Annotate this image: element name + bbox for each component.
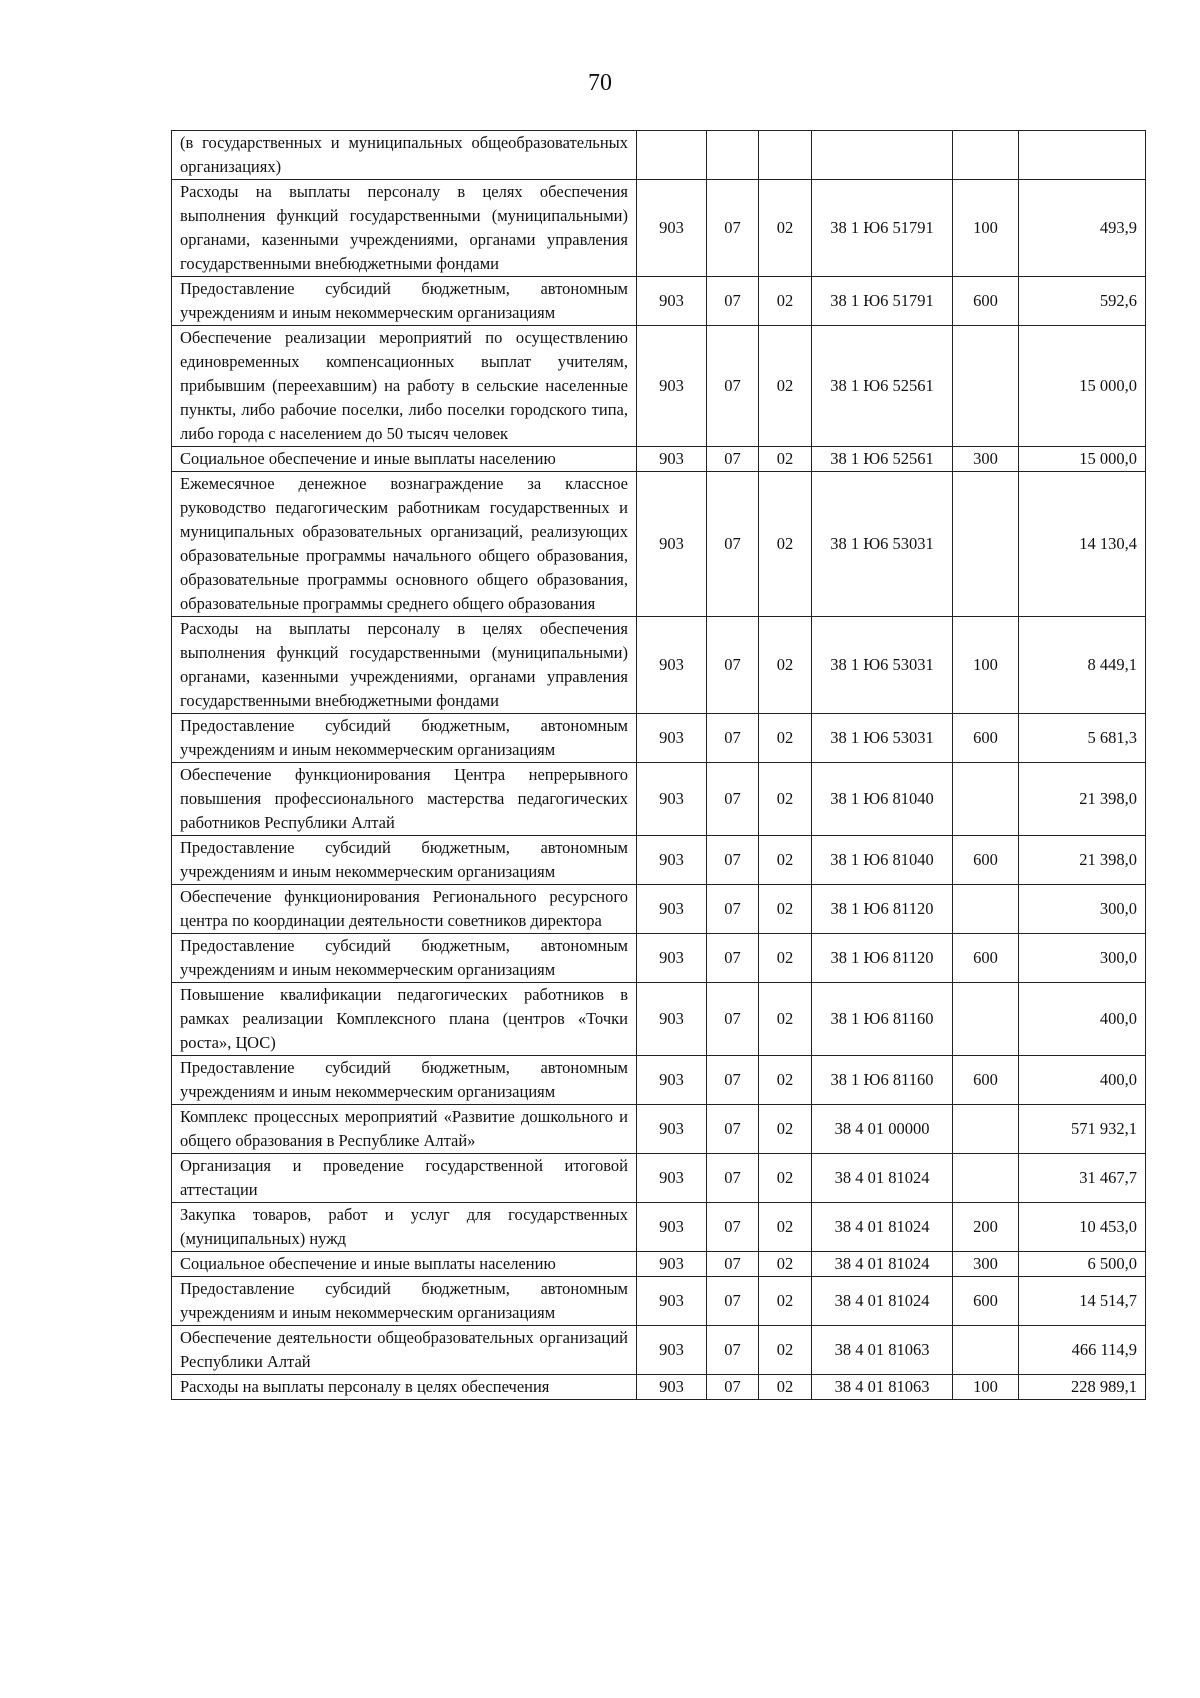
target-item-code-cell: 38 4 01 81063	[812, 1375, 953, 1400]
expense-type-code-cell	[953, 983, 1019, 1056]
ved-code-cell: 903	[637, 1375, 707, 1400]
table-row	[172, 983, 1146, 1056]
page-number: 70	[588, 70, 612, 96]
subsection-code-cell: 02	[759, 447, 812, 472]
section-code-cell: 07	[707, 983, 759, 1056]
target-item-code-cell: 38 1 Ю6 52561	[812, 447, 953, 472]
section-code-cell: 07	[707, 1154, 759, 1203]
row-name-cell: Социальное обеспечение и иные выплаты населению	[172, 1252, 637, 1277]
row-name-cell: Предоставление субсидий бюджетным, автономным учреждениям и иным некоммерческим организациям	[172, 1056, 637, 1105]
target-item-code-cell: 38 1 Ю6 51791	[812, 277, 953, 326]
section-code-cell	[707, 131, 759, 180]
expense-type-code-cell	[953, 326, 1019, 447]
target-item-code-cell: 38 1 Ю6 81120	[812, 934, 953, 983]
section-code-cell: 07	[707, 180, 759, 277]
subsection-code-cell: 02	[759, 326, 812, 447]
amount-cell: 571 932,1	[1019, 1105, 1146, 1154]
subsection-code-cell: 02	[759, 277, 812, 326]
ved-code-cell: 903	[637, 1154, 707, 1203]
row-name-cell: Организация и проведение государственной итоговой аттестации	[172, 1154, 637, 1203]
expense-type-code-cell	[953, 885, 1019, 934]
expense-type-code-cell	[953, 1105, 1019, 1154]
expense-type-code-cell	[953, 131, 1019, 180]
subsection-code-cell: 02	[759, 934, 812, 983]
expense-type-code-cell	[953, 1154, 1019, 1203]
row-name-cell: Расходы на выплаты персоналу в целях обеспечения выполнения функций государственными (муниципальными) органами, казенными учреждениями, органами управления государственными внебюджетными фондами	[172, 180, 637, 277]
table-row	[172, 447, 1146, 472]
amount-cell: 14 514,7	[1019, 1277, 1146, 1326]
section-code-cell: 07	[707, 836, 759, 885]
ved-code-cell: 903	[637, 472, 707, 617]
table-row	[172, 714, 1146, 763]
section-code-cell: 07	[707, 1105, 759, 1154]
row-name-cell: Расходы на выплаты персоналу в целях обеспечения	[172, 1375, 637, 1400]
section-code-cell: 07	[707, 326, 759, 447]
table-row	[172, 1056, 1146, 1105]
target-item-code-cell: 38 1 Ю6 53031	[812, 472, 953, 617]
amount-cell: 6 500,0	[1019, 1252, 1146, 1277]
amount-cell: 300,0	[1019, 885, 1146, 934]
table-row	[172, 934, 1146, 983]
target-item-code-cell: 38 1 Ю6 81160	[812, 983, 953, 1056]
subsection-code-cell: 02	[759, 1252, 812, 1277]
amount-cell: 228 989,1	[1019, 1375, 1146, 1400]
subsection-code-cell: 02	[759, 1154, 812, 1203]
ved-code-cell: 903	[637, 1277, 707, 1326]
table-row	[172, 1277, 1146, 1326]
target-item-code-cell: 38 1 Ю6 53031	[812, 714, 953, 763]
table-row	[172, 1203, 1146, 1252]
row-name-cell: (в государственных и муниципальных общеобразовательных организациях)	[172, 131, 637, 180]
row-name-cell: Предоставление субсидий бюджетным, автономным учреждениям и иным некоммерческим организациям	[172, 836, 637, 885]
section-code-cell: 07	[707, 617, 759, 714]
row-name-cell: Повышение квалификации педагогических работников в рамках реализации Комплексного плана (центров «Точки роста», ЦОС)	[172, 983, 637, 1056]
table-row	[172, 1252, 1146, 1277]
row-name-cell: Предоставление субсидий бюджетным, автономным учреждениям и иным некоммерческим организациям	[172, 277, 637, 326]
amount-cell: 5 681,3	[1019, 714, 1146, 763]
subsection-code-cell: 02	[759, 714, 812, 763]
amount-cell: 15 000,0	[1019, 447, 1146, 472]
amount-cell: 15 000,0	[1019, 326, 1146, 447]
ved-code-cell: 903	[637, 885, 707, 934]
amount-cell: 31 467,7	[1019, 1154, 1146, 1203]
table-row	[172, 885, 1146, 934]
target-item-code-cell: 38 4 01 81024	[812, 1203, 953, 1252]
row-name-cell: Закупка товаров, работ и услуг для государственных (муниципальных) нужд	[172, 1203, 637, 1252]
section-code-cell: 07	[707, 763, 759, 836]
expense-type-code-cell: 600	[953, 836, 1019, 885]
section-code-cell: 07	[707, 1326, 759, 1375]
table-row	[172, 131, 1146, 180]
subsection-code-cell: 02	[759, 983, 812, 1056]
expense-type-code-cell: 300	[953, 447, 1019, 472]
section-code-cell: 07	[707, 1277, 759, 1326]
amount-cell: 400,0	[1019, 983, 1146, 1056]
target-item-code-cell: 38 4 01 81063	[812, 1326, 953, 1375]
row-name-cell: Обеспечение реализации мероприятий по осуществлению единовременных компенсационных выплат учителям, прибывшим (переехавшим) на работу в сельские населенные пункты, либо рабочие поселки, либо поселки городского типа, либо города с населением до 50 тысяч человек	[172, 326, 637, 447]
ved-code-cell: 903	[637, 1203, 707, 1252]
row-name-cell: Социальное обеспечение и иные выплаты населению	[172, 447, 637, 472]
row-name-cell: Предоставление субсидий бюджетным, автономным учреждениям и иным некоммерческим организациям	[172, 934, 637, 983]
subsection-code-cell: 02	[759, 836, 812, 885]
section-code-cell: 07	[707, 1056, 759, 1105]
table-row	[172, 1326, 1146, 1375]
expense-type-code-cell: 300	[953, 1252, 1019, 1277]
table-row	[172, 763, 1146, 836]
expense-type-code-cell	[953, 1326, 1019, 1375]
section-code-cell: 07	[707, 934, 759, 983]
subsection-code-cell: 02	[759, 1056, 812, 1105]
row-name-cell: Комплекс процессных мероприятий «Развитие дошкольного и общего образования в Республике Алтай»	[172, 1105, 637, 1154]
subsection-code-cell	[759, 131, 812, 180]
expense-type-code-cell	[953, 472, 1019, 617]
row-name-cell: Ежемесячное денежное вознаграждение за классное руководство педагогическим работникам государственных и муниципальных образовательных организаций, реализующих образовательные программы начального общего образования, образовательные программы основного общего образования, образовательные программы среднего общего образования	[172, 472, 637, 617]
target-item-code-cell: 38 1 Ю6 81160	[812, 1056, 953, 1105]
expense-type-code-cell: 200	[953, 1203, 1019, 1252]
budget-table-body	[172, 131, 1146, 1400]
ved-code-cell: 903	[637, 617, 707, 714]
expense-type-code-cell: 600	[953, 1056, 1019, 1105]
ved-code-cell: 903	[637, 714, 707, 763]
expense-type-code-cell: 600	[953, 934, 1019, 983]
row-name-cell: Расходы на выплаты персоналу в целях обеспечения выполнения функций государственными (муниципальными) органами, казенными учреждениями, органами управления государственными внебюджетными фондами	[172, 617, 637, 714]
expense-type-code-cell: 100	[953, 617, 1019, 714]
target-item-code-cell: 38 4 01 81024	[812, 1154, 953, 1203]
subsection-code-cell: 02	[759, 1105, 812, 1154]
table-row	[172, 1375, 1146, 1400]
target-item-code-cell: 38 1 Ю6 53031	[812, 617, 953, 714]
amount-cell: 8 449,1	[1019, 617, 1146, 714]
section-code-cell: 07	[707, 1203, 759, 1252]
ved-code-cell	[637, 131, 707, 180]
row-name-cell: Обеспечение функционирования Центра непрерывного повышения профессионального мастерства педагогических работников Республики Алтай	[172, 763, 637, 836]
amount-cell: 493,9	[1019, 180, 1146, 277]
expense-type-code-cell: 600	[953, 277, 1019, 326]
expense-type-code-cell: 100	[953, 1375, 1019, 1400]
table-row	[172, 836, 1146, 885]
target-item-code-cell: 38 1 Ю6 81040	[812, 763, 953, 836]
ved-code-cell: 903	[637, 1105, 707, 1154]
subsection-code-cell: 02	[759, 472, 812, 617]
target-item-code-cell: 38 1 Ю6 52561	[812, 326, 953, 447]
section-code-cell: 07	[707, 447, 759, 472]
table-row	[172, 1105, 1146, 1154]
ved-code-cell: 903	[637, 447, 707, 472]
subsection-code-cell: 02	[759, 1277, 812, 1326]
amount-cell: 21 398,0	[1019, 763, 1146, 836]
target-item-code-cell: 38 4 01 81024	[812, 1277, 953, 1326]
target-item-code-cell	[812, 131, 953, 180]
row-name-cell: Предоставление субсидий бюджетным, автономным учреждениям и иным некоммерческим организациям	[172, 1277, 637, 1326]
amount-cell: 466 114,9	[1019, 1326, 1146, 1375]
ved-code-cell: 903	[637, 763, 707, 836]
table-row	[172, 277, 1146, 326]
ved-code-cell: 903	[637, 983, 707, 1056]
target-item-code-cell: 38 4 01 81024	[812, 1252, 953, 1277]
target-item-code-cell: 38 1 Ю6 81120	[812, 885, 953, 934]
subsection-code-cell: 02	[759, 885, 812, 934]
amount-cell: 10 453,0	[1019, 1203, 1146, 1252]
row-name-cell: Обеспечение деятельности общеобразовательных организаций Республики Алтай	[172, 1326, 637, 1375]
budget-table	[171, 130, 1146, 1400]
ved-code-cell: 903	[637, 1056, 707, 1105]
amount-cell: 21 398,0	[1019, 836, 1146, 885]
table-row	[172, 1154, 1146, 1203]
ved-code-cell: 903	[637, 277, 707, 326]
subsection-code-cell: 02	[759, 763, 812, 836]
target-item-code-cell: 38 1 Ю6 51791	[812, 180, 953, 277]
subsection-code-cell: 02	[759, 180, 812, 277]
ved-code-cell: 903	[637, 1326, 707, 1375]
ved-code-cell: 903	[637, 326, 707, 447]
ved-code-cell: 903	[637, 934, 707, 983]
expense-type-code-cell: 600	[953, 714, 1019, 763]
row-name-cell: Обеспечение функционирования Регионального ресурсного центра по координации деятельности советников директора	[172, 885, 637, 934]
expense-type-code-cell: 100	[953, 180, 1019, 277]
amount-cell: 300,0	[1019, 934, 1146, 983]
subsection-code-cell: 02	[759, 1326, 812, 1375]
amount-cell: 592,6	[1019, 277, 1146, 326]
target-item-code-cell: 38 4 01 00000	[812, 1105, 953, 1154]
subsection-code-cell: 02	[759, 1203, 812, 1252]
table-row	[172, 180, 1146, 277]
amount-cell: 400,0	[1019, 1056, 1146, 1105]
section-code-cell: 07	[707, 472, 759, 617]
section-code-cell: 07	[707, 885, 759, 934]
table-row	[172, 472, 1146, 617]
row-name-cell: Предоставление субсидий бюджетным, автономным учреждениям и иным некоммерческим организациям	[172, 714, 637, 763]
section-code-cell: 07	[707, 714, 759, 763]
section-code-cell: 07	[707, 1375, 759, 1400]
amount-cell	[1019, 131, 1146, 180]
amount-cell: 14 130,4	[1019, 472, 1146, 617]
table-row	[172, 617, 1146, 714]
ved-code-cell: 903	[637, 1252, 707, 1277]
subsection-code-cell: 02	[759, 617, 812, 714]
table-row	[172, 326, 1146, 447]
ved-code-cell: 903	[637, 180, 707, 277]
section-code-cell: 07	[707, 1252, 759, 1277]
section-code-cell: 07	[707, 277, 759, 326]
expense-type-code-cell	[953, 763, 1019, 836]
target-item-code-cell: 38 1 Ю6 81040	[812, 836, 953, 885]
subsection-code-cell: 02	[759, 1375, 812, 1400]
ved-code-cell: 903	[637, 836, 707, 885]
expense-type-code-cell: 600	[953, 1277, 1019, 1326]
